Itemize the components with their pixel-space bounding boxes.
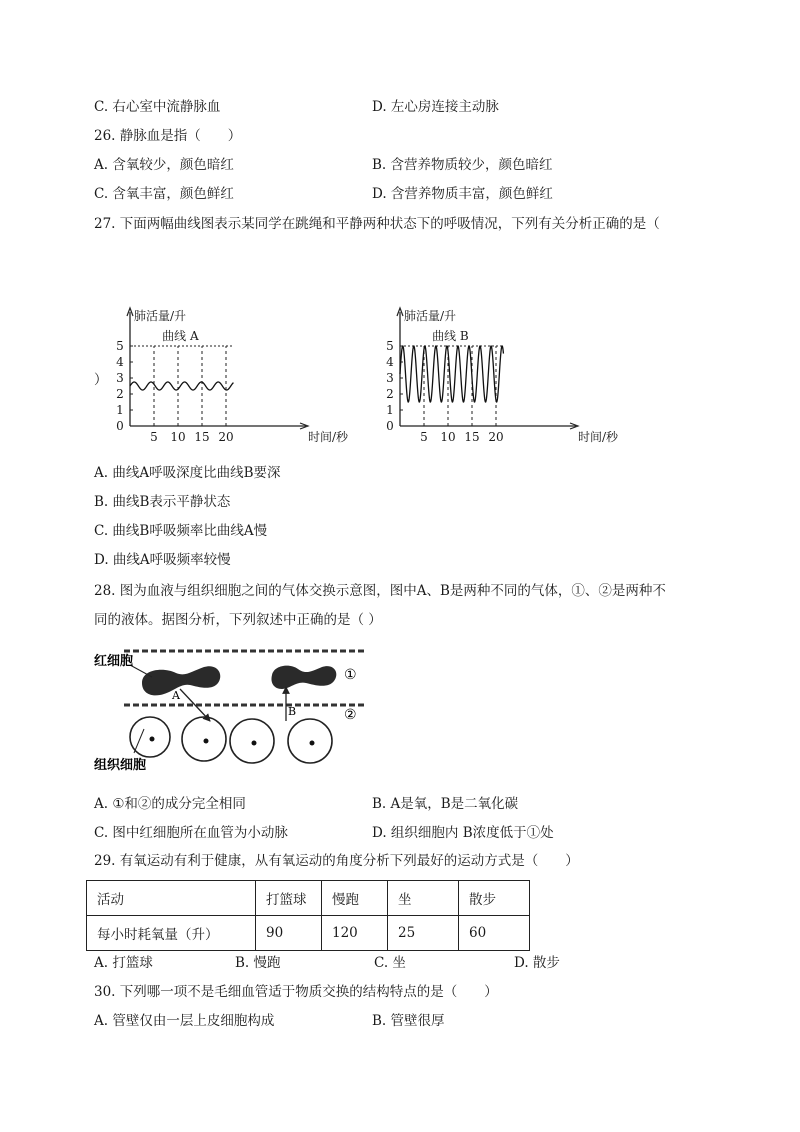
q25-option-d: D. 左心房连接主动脉 bbox=[372, 99, 499, 115]
q29-option-b: B. 慢跑 bbox=[235, 955, 281, 971]
q26-option-d: D. 含营养物质丰富，颜色鲜红 bbox=[372, 186, 553, 202]
red-blood-cell-right bbox=[271, 666, 336, 689]
label-gas-b: B bbox=[288, 705, 297, 718]
q30-stem: 30. 下列哪一项不是毛细血管适于物质交换的结构特点的是（ ） bbox=[94, 984, 498, 1000]
tissue-cells bbox=[130, 717, 332, 763]
table-cell: 120 bbox=[322, 916, 388, 951]
q27-stem: 27. 下面两幅曲线图表示某同学在跳绳和平静两种状态下的呼吸情况，下列有关分析正确的是（ bbox=[94, 216, 660, 232]
y-tick-label: 1 bbox=[386, 403, 394, 417]
q26-stem: 26. 静脉血是指（ ） bbox=[94, 128, 242, 144]
label-gas-a: A bbox=[172, 689, 180, 702]
q30-option-a: A. 管壁仅由一层上皮细胞构成 bbox=[94, 1013, 275, 1029]
table-cell: 60 bbox=[459, 916, 530, 951]
breathing-curve bbox=[400, 346, 503, 402]
table-cell: 坐 bbox=[388, 881, 459, 916]
y-tick-label: 2 bbox=[386, 387, 394, 401]
y-tick-label: 2 bbox=[116, 387, 124, 401]
y-tick-label: 3 bbox=[116, 371, 124, 385]
x-axis-label: 时间/秒 bbox=[308, 430, 349, 444]
x-tick-label: 15 bbox=[194, 430, 210, 444]
q26-option-c: C. 含氧丰富，颜色鲜红 bbox=[94, 186, 234, 202]
breathing-chart-b bbox=[378, 304, 619, 446]
q29-option-a: A. 打篮球 bbox=[94, 955, 153, 971]
q30-option-b: B. 管壁很厚 bbox=[372, 1013, 445, 1029]
q29-stem: 29. 有氧运动有利于健康，从有氧运动的角度分析下列最好的运动方式是（ ） bbox=[94, 853, 579, 869]
table-cell: 散步 bbox=[459, 881, 530, 916]
q28-stem-line2: 同的液体。据图分析，下列叙述中正确的是（ ） bbox=[94, 612, 382, 628]
gas-exchange-figure bbox=[94, 645, 374, 775]
y-tick-label: 0 bbox=[116, 419, 124, 433]
q27-option-d: D. 曲线A呼吸频率较慢 bbox=[94, 552, 231, 568]
q29-option-d: D. 散步 bbox=[514, 955, 560, 971]
table-cell: 打篮球 bbox=[256, 881, 322, 916]
q27-option-b: B. 曲线B表示平静状态 bbox=[94, 494, 231, 510]
x-tick-label: 20 bbox=[218, 430, 234, 444]
label-fluid-2: ② bbox=[344, 707, 357, 723]
q26-option-b: B. 含营养物质较少，颜色暗红 bbox=[372, 157, 553, 173]
x-tick-label: 10 bbox=[170, 430, 186, 444]
table-cell: 25 bbox=[388, 916, 459, 951]
breathing-curve bbox=[130, 382, 233, 390]
q28-option-d: D. 组织细胞内 B浓度低于①处 bbox=[372, 825, 554, 841]
y-axis-label: 肺活量/升 bbox=[404, 309, 457, 323]
y-tick-label: 5 bbox=[386, 339, 394, 353]
label-tissue-cell: 组织细胞 bbox=[94, 758, 147, 773]
y-tick-label: 4 bbox=[386, 355, 394, 369]
x-tick-label: 5 bbox=[420, 430, 428, 444]
q29-option-c: C. 坐 bbox=[374, 955, 406, 971]
y-tick-label: 0 bbox=[386, 419, 394, 433]
q27-stem-end: ） bbox=[94, 372, 108, 388]
y-tick-label: 4 bbox=[116, 355, 124, 369]
q28-option-a: A. ①和②的成分完全相同 bbox=[94, 796, 246, 812]
table-cell: 活动 bbox=[87, 881, 256, 916]
table-header-row bbox=[87, 881, 530, 916]
breathing-chart-a bbox=[108, 304, 349, 446]
table-cell: 每小时耗氧量（升） bbox=[87, 916, 256, 951]
q28-option-c: C. 图中红细胞所在血管为小动脉 bbox=[94, 825, 288, 841]
x-tick-label: 20 bbox=[488, 430, 504, 444]
q25-option-c: C. 右心室中流静脉血 bbox=[94, 99, 221, 115]
q28-stem-line1: 28. 图为血液与组织细胞之间的气体交换示意图，图中A、B是两种不同的气体，①、②是两种不 bbox=[94, 583, 666, 599]
x-tick-label: 15 bbox=[464, 430, 480, 444]
y-tick-label: 5 bbox=[116, 339, 124, 353]
chart-title: 曲线 A bbox=[162, 329, 199, 343]
chart-title: 曲线 B bbox=[432, 329, 469, 343]
table-row bbox=[87, 916, 530, 951]
x-axis-label: 时间/秒 bbox=[578, 430, 619, 444]
q27-option-a: A. 曲线A呼吸深度比曲线B要深 bbox=[94, 465, 281, 481]
q27-option-c: C. 曲线B呼吸频率比曲线A慢 bbox=[94, 523, 268, 539]
y-axis-label: 肺活量/升 bbox=[134, 309, 187, 323]
y-tick-label: 3 bbox=[386, 371, 394, 385]
table-cell: 90 bbox=[256, 916, 322, 951]
q28-option-b: B. A是氧，B是二氧化碳 bbox=[372, 796, 519, 812]
q26-option-a: A. 含氧较少，颜色暗红 bbox=[94, 157, 234, 173]
x-tick-label: 10 bbox=[440, 430, 456, 444]
label-red-blood-cell: 红细胞 bbox=[94, 654, 134, 669]
oxygen-consumption-table bbox=[86, 880, 530, 951]
y-tick-label: 1 bbox=[116, 403, 124, 417]
x-tick-label: 5 bbox=[150, 430, 158, 444]
table-cell: 慢跑 bbox=[322, 881, 388, 916]
label-fluid-1: ① bbox=[344, 667, 357, 683]
